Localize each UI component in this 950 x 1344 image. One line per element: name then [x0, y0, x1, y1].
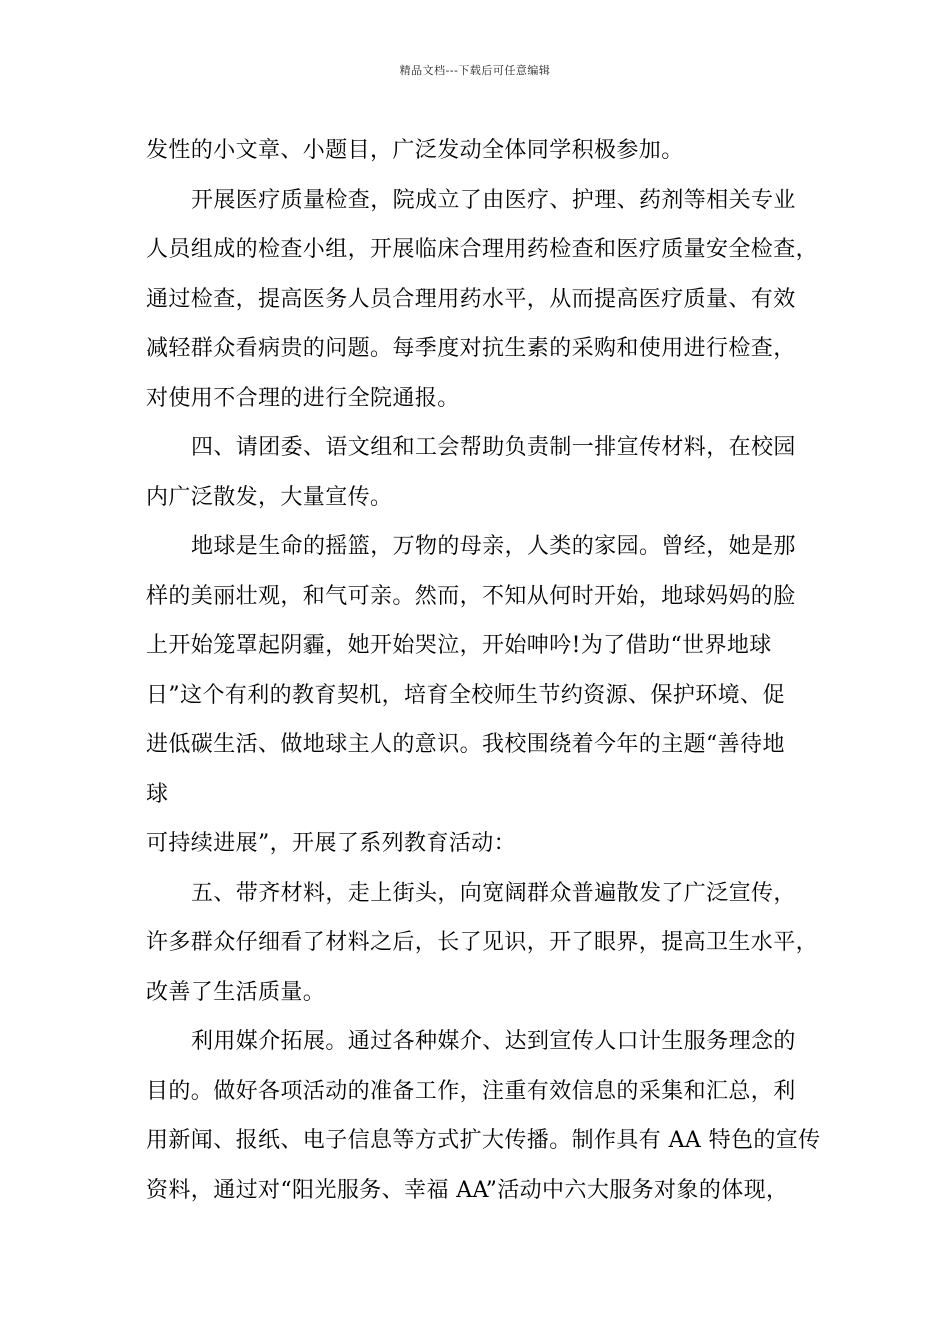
text-line: 球	[146, 781, 169, 807]
text-line: 用新闻、报纸、电子信息等方式扩大传播。制作具有 AA 特色的宣传	[146, 1128, 821, 1153]
text-line: 五、带齐材料，走上街头，向宽阔群众普遍散发了广泛宣传，	[191, 880, 796, 906]
text-line: 样的美丽壮观，和气可亲。然而，不知从何时开始，地球妈妈的脸	[146, 583, 796, 609]
text-line: 人员组成的检查小组，开展临床合理用药检查和医疗质量安全检查，	[146, 237, 819, 262]
text-line: 地球是生命的摇篮，万物的母亲，人类的家园。曾经，她是那	[191, 534, 796, 559]
document-body	[146, 126, 826, 1215]
text-line: 改善了生活质量。	[146, 979, 326, 1005]
text-line: 开展医疗质量检查，院成立了由医疗、护理、药剂等相关专业	[191, 187, 796, 213]
text-line: 通过检查，提高医务人员合理用药水平，从而提高医疗质量、有效	[146, 286, 796, 312]
text-line: 进低碳生活、做地球主人的意识。我校围绕着今年的主题“善待地	[146, 732, 785, 757]
text-line: 内广泛散发，大量宣传。	[146, 484, 393, 510]
text-line: 许多群众仔细看了材料之后，长了见识，开了眼界，提高卫生水平，	[146, 930, 819, 955]
text-line: 日”这个有利的教育契机，培育全校师生节约资源、保护环境、促	[146, 682, 785, 708]
text-line: 四、请团委、语文组和工会帮助负责制一排宣传材料，在校园	[191, 435, 796, 460]
text-line: 资料，通过对“阳光服务、幸福 AA”活动中六大服务对象的体现，	[146, 1177, 789, 1203]
text-line: 减轻群众看病贵的问题。每季度对抗生素的采购和使用进行检查，	[146, 336, 796, 361]
page-header: 精品文档---下载后可任意编辑	[399, 64, 551, 77]
text-line: 发性的小文章、小题目，广泛发动全体同学积极参加。	[146, 138, 684, 163]
text-line: 利用媒介拓展。通过各种媒介、达到宣传人口计生服务理念的	[191, 1029, 796, 1054]
text-line: 对使用不合理的进行全院通报。	[146, 385, 460, 411]
text-line: 目的。做好各项活动的准备工作，注重有效信息的采集和汇总，利	[146, 1078, 796, 1104]
text-line: 上开始笼罩起阴霾，她开始哭泣，开始呻吟!为了借助“世界地球	[146, 633, 772, 658]
text-line: 可持续进展”，开展了系列教育活动：	[146, 831, 517, 856]
